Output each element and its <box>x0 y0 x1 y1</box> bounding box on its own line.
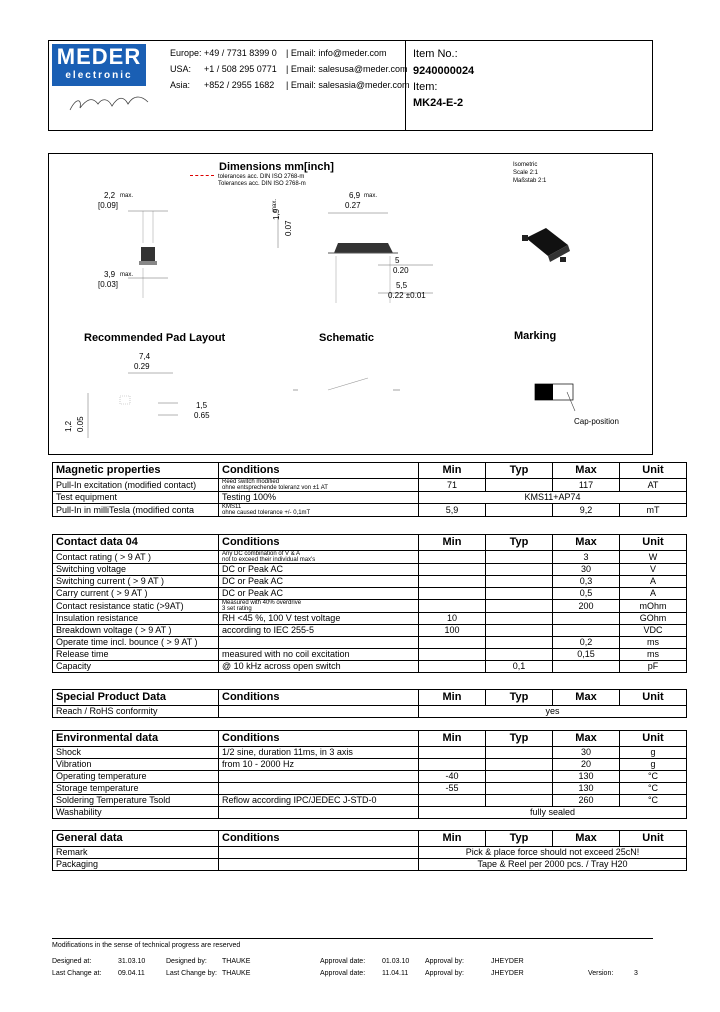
table-cell-p: Reach / RoHS conformity <box>53 706 219 718</box>
header-cell: Max <box>553 463 620 479</box>
table-cell-c: KMS11 ohne caused tolerance +/- 0,1mT <box>219 504 419 517</box>
header-cell: Typ <box>486 731 553 747</box>
table-cell-c: DC or Peak AC <box>219 576 419 588</box>
table-row <box>53 783 687 795</box>
table-cell-unit: g <box>620 747 687 759</box>
table-cell-span: fully sealed <box>419 807 687 819</box>
iso-label-3: Maßstab 2:1 <box>513 178 547 184</box>
approval-date2-label: Approval date: <box>320 970 366 977</box>
table-cell-unit: V <box>620 564 687 576</box>
item-no-value: 9240000024 <box>413 65 475 77</box>
dim-022: 0.22 ±0.01 <box>388 291 426 300</box>
contact-asia-region: Asia: <box>170 80 191 90</box>
table-cell-unit: AT <box>620 479 687 492</box>
table-cell-c: 1/2 sine, duration 11ms, in 3 axis <box>219 747 419 759</box>
dim-22-max: max. <box>120 193 134 199</box>
designed-at-label: Designed at: <box>52 958 92 965</box>
pad-12: 1,2 <box>64 420 73 432</box>
header-cell: Conditions <box>219 831 419 847</box>
magnetic-properties-table <box>52 462 687 517</box>
table-cell-unit: VDC <box>620 625 687 637</box>
table-cell-c <box>219 783 419 795</box>
logo-text: MEDER <box>56 44 142 69</box>
special-product-data-table <box>52 689 687 718</box>
table-header-row <box>53 831 687 847</box>
pad-029: 0.29 <box>134 362 150 371</box>
table-cell-c: Reed switch modified ohne entsprechende toleranz von ±1 AT <box>219 479 419 492</box>
table-cell-p: Contact resistance static (>9AT) <box>53 600 219 613</box>
header-cell: Max <box>553 690 620 706</box>
table-cell-min <box>419 564 486 576</box>
table-cell-min: -55 <box>419 783 486 795</box>
pad-15: 1,5 <box>196 401 208 410</box>
item-no-label: Item No.: <box>413 48 458 60</box>
pad-74: 7,4 <box>139 352 151 361</box>
table-cell-c <box>219 807 419 819</box>
table-cell-p: Insulation resistance <box>53 613 219 625</box>
contact-europe-region: Europe: <box>170 48 202 58</box>
table-cell-max: 117 <box>553 479 620 492</box>
contact-europe-email[interactable]: | Email: info@meder.com <box>286 48 387 58</box>
table-cell-c <box>219 771 419 783</box>
table-cell-min: 71 <box>419 479 486 492</box>
last-change-value: 09.04.11 <box>118 970 145 977</box>
table-cell-span: Tape & Reel per 2000 pcs. / Tray H20 <box>419 859 687 871</box>
dim-19: 1,9 <box>272 208 281 220</box>
designed-by-value: THAUKE <box>222 958 251 965</box>
table-cell-max: 0,5 <box>553 588 620 600</box>
table-cell-p: Operating temperature <box>53 771 219 783</box>
dim-55: 5,5 <box>396 281 408 290</box>
approval-date-value: 01.03.10 <box>382 958 410 965</box>
header-cell: Min <box>419 731 486 747</box>
table-cell-max <box>553 625 620 637</box>
table-cell-p: Shock <box>53 747 219 759</box>
table-header-row <box>53 535 687 551</box>
dim-009: [0.09] <box>98 201 119 210</box>
table-cell-c: from 10 - 2000 Hz <box>219 759 419 771</box>
table-cell-typ <box>486 625 553 637</box>
table-cell-min <box>419 747 486 759</box>
table-cell-min <box>419 795 486 807</box>
table-row <box>53 759 687 771</box>
header-cell: Max <box>553 535 620 551</box>
dim-020: 0.20 <box>393 266 409 275</box>
table-row <box>53 625 687 637</box>
tagline-signature <box>62 90 162 116</box>
table-cell-typ <box>486 637 553 649</box>
table-cell-max: 9,2 <box>553 504 620 517</box>
table-cell-typ <box>486 613 553 625</box>
table-cell-p: Soldering Temperature Tsold <box>53 795 219 807</box>
dim-027: 0.27 <box>345 201 361 210</box>
last-change-by-value: THAUKE <box>222 970 251 977</box>
table-cell-p: Test equipment <box>53 492 219 504</box>
table-header-row <box>53 731 687 747</box>
table-cell-min: 100 <box>419 625 486 637</box>
pad-layout-title: Recommended Pad Layout <box>84 332 226 344</box>
table-cell-unit: A <box>620 588 687 600</box>
table-cell-typ <box>486 564 553 576</box>
header-cell: Min <box>419 831 486 847</box>
footer-note: Modifications in the sense of technical progress are reserved <box>52 942 241 949</box>
table-cell-typ <box>486 747 553 759</box>
table-cell-max: 260 <box>553 795 620 807</box>
table-row <box>53 795 687 807</box>
logo-subtext: electronic <box>65 70 133 81</box>
table-row <box>53 661 687 673</box>
table-row <box>53 706 687 718</box>
table-cell-c <box>219 637 419 649</box>
contact-asia-phone: +852 / 2955 1682 <box>204 80 275 90</box>
table-cell-p: Remark <box>53 847 219 859</box>
table-cell-min <box>419 661 486 673</box>
table-cell-unit: pF <box>620 661 687 673</box>
table-row <box>53 771 687 783</box>
table-cell-max: 20 <box>553 759 620 771</box>
approval-by-label: Approval by: <box>425 958 464 965</box>
table-cell-unit: GOhm <box>620 613 687 625</box>
table-row <box>53 649 687 661</box>
table-row <box>53 807 687 819</box>
table-cell-c <box>219 859 419 871</box>
item-value: MK24-E-2 <box>413 97 464 109</box>
table-cell-min: 10 <box>419 613 486 625</box>
header-cell: Unit <box>620 535 687 551</box>
header-cell: Conditions <box>219 690 419 706</box>
iso-label-2: Scale 2:1 <box>513 170 539 176</box>
dim-22: 2,2 <box>104 191 116 200</box>
table-row <box>53 600 687 613</box>
table-cell-unit: W <box>620 551 687 564</box>
table-cell-min: 5,9 <box>419 504 486 517</box>
table-cell-c <box>219 706 419 718</box>
approval-date2-value: 11.04.11 <box>382 970 409 977</box>
table-cell-typ <box>486 649 553 661</box>
table-cell-unit: ms <box>620 649 687 661</box>
table-row <box>53 588 687 600</box>
approval-date-label: Approval date: <box>320 958 366 965</box>
table-cell-max: 200 <box>553 600 620 613</box>
table-row <box>53 637 687 649</box>
table-header-row <box>53 463 687 479</box>
dimensions-title: Dimensions mm[inch] <box>219 161 334 173</box>
table-cell-max: 30 <box>553 564 620 576</box>
table-cell-p: Operate time incl. bounce ( > 9 AT ) <box>53 637 219 649</box>
dim-39-max: max. <box>120 272 134 278</box>
contact-usa-region: USA: <box>170 64 192 74</box>
header-cell: Typ <box>486 831 553 847</box>
table-cell-max: 30 <box>553 747 620 759</box>
table-cell-c: Testing 100% <box>219 492 419 504</box>
table-cell-unit: °C <box>620 795 687 807</box>
table-cell-p: Washability <box>53 807 219 819</box>
table-cell-typ <box>486 771 553 783</box>
table-cell-p: Carry current ( > 9 AT ) <box>53 588 219 600</box>
pad-065: 0.65 <box>194 411 210 420</box>
header-cell: Max <box>553 831 620 847</box>
table-cell-unit: g <box>620 759 687 771</box>
general-data-table <box>52 830 687 871</box>
dim-007: 0.07 <box>284 220 293 236</box>
last-change-label: Last Change at: <box>52 970 102 977</box>
table-row <box>53 479 687 492</box>
header-cell: Unit <box>620 690 687 706</box>
table-cell-max <box>553 613 620 625</box>
dim-19-max: max. <box>272 198 278 212</box>
table-cell-max <box>553 661 620 673</box>
schematic-title: Schematic <box>319 332 375 344</box>
table-cell-unit: mT <box>620 504 687 517</box>
table-row <box>53 847 687 859</box>
header-cell: Min <box>419 463 486 479</box>
table-cell-c <box>219 847 419 859</box>
table-row <box>53 551 687 564</box>
table-cell-span: Pick & place force should not exceed 25cN! <box>419 847 687 859</box>
table-cell-max: 0,3 <box>553 576 620 588</box>
table-cell-min <box>419 600 486 613</box>
contact-europe-phone: +49 / 7731 8399 0 <box>204 48 277 58</box>
table-cell-p: Switching current ( > 9 AT ) <box>53 576 219 588</box>
table-cell-min <box>419 588 486 600</box>
header-cell: Unit <box>620 731 687 747</box>
table-cell-c: according to IEC 255-5 <box>219 625 419 637</box>
table-row <box>53 747 687 759</box>
table-cell-p: Contact rating ( > 9 AT ) <box>53 551 219 564</box>
header-cell: Conditions <box>219 463 419 479</box>
table-cell-typ <box>486 783 553 795</box>
table-cell-p: Packaging <box>53 859 219 871</box>
header-cell: Magnetic properties <box>53 463 219 479</box>
table-cell-min <box>419 576 486 588</box>
contact-usa-phone: +1 / 508 295 0771 <box>204 64 277 74</box>
table-cell-max: 0,15 <box>553 649 620 661</box>
table-row <box>53 492 687 504</box>
tagline-script <box>62 90 162 116</box>
table-cell-span: yes <box>419 706 687 718</box>
table-cell-c: Measured with 40% overdrive 3 set rating <box>219 600 419 613</box>
table-cell-max: 130 <box>553 783 620 795</box>
dim-69: 6,9 <box>349 191 361 200</box>
dim-5: 5 <box>395 256 400 265</box>
table-cell-min <box>419 637 486 649</box>
table-cell-p: Pull-In excitation (modified contact) <box>53 479 219 492</box>
table-row <box>53 859 687 871</box>
header-cell: Typ <box>486 463 553 479</box>
header-cell: Conditions <box>219 731 419 747</box>
approval-by-value: JHEYDER <box>491 958 524 965</box>
dim-69-max: max. <box>364 193 378 199</box>
table-cell-typ <box>486 588 553 600</box>
table-cell-c: measured with no coil excitation <box>219 649 419 661</box>
table-cell-min <box>419 551 486 564</box>
tolerance-note-1: tolerances acc. DIN ISO 2768-m <box>218 174 305 180</box>
table-cell-unit: °C <box>620 783 687 795</box>
table-cell-p: Pull-In in milliTesla (modified conta <box>53 504 219 517</box>
table-row <box>53 564 687 576</box>
table-cell-p: Switching voltage <box>53 564 219 576</box>
table-cell-p: Release time <box>53 649 219 661</box>
contact-data-table <box>52 534 687 673</box>
header-cell: Contact data 04 <box>53 535 219 551</box>
table-cell-typ <box>486 795 553 807</box>
table-row <box>53 576 687 588</box>
contact-asia-email[interactable]: | Email: salesasia@meder.com <box>286 80 410 90</box>
approval-by2-label: Approval by: <box>425 970 464 977</box>
table-cell-unit: ms <box>620 637 687 649</box>
table-cell-c: DC or Peak AC <box>219 564 419 576</box>
table-cell-max: 130 <box>553 771 620 783</box>
approval-by2-value: JHEYDER <box>491 970 524 977</box>
header-cell: Min <box>419 690 486 706</box>
table-cell-p: Vibration <box>53 759 219 771</box>
environmental-data-table <box>52 730 687 819</box>
cap-position-label: Cap-position <box>574 417 619 426</box>
table-cell-span: KMS11+AP74 <box>419 492 687 504</box>
table-cell-max: 0,2 <box>553 637 620 649</box>
pad-005: 0.05 <box>76 416 85 432</box>
table-row <box>53 504 687 517</box>
header-cell: Special Product Data <box>53 690 219 706</box>
table-cell-typ <box>486 600 553 613</box>
version-label: Version: <box>588 970 614 977</box>
table-cell-p: Capacity <box>53 661 219 673</box>
header-cell: Conditions <box>219 535 419 551</box>
table-header-row <box>53 690 687 706</box>
marking-title: Marking <box>514 330 557 342</box>
contact-usa-email[interactable]: | Email: salesusa@meder.com <box>286 64 408 74</box>
table-cell-typ <box>486 504 553 517</box>
header-cell: Unit <box>620 463 687 479</box>
header-cell: Min <box>419 535 486 551</box>
header-cell: General data <box>53 831 219 847</box>
header-cell: Max <box>553 731 620 747</box>
table-cell-typ <box>486 551 553 564</box>
designed-at-value: 31.03.10 <box>118 958 146 965</box>
footer-rule <box>52 938 653 939</box>
tolerance-note-2: Tolerances acc. DIN ISO 2768-m <box>218 181 306 187</box>
table-cell-unit: A <box>620 576 687 588</box>
item-label: Item: <box>413 81 438 93</box>
table-cell-c: DC or Peak AC <box>219 588 419 600</box>
table-cell-typ <box>486 479 553 492</box>
dim-39: 3,9 <box>104 270 116 279</box>
table-cell-c: Reflow according IPC/JEDEC J-STD-0 <box>219 795 419 807</box>
meder-logo <box>52 44 146 86</box>
table-cell-unit: °C <box>620 771 687 783</box>
header-cell: Typ <box>486 690 553 706</box>
table-cell-p: Breakdown voltage ( > 9 AT ) <box>53 625 219 637</box>
table-cell-max: 3 <box>553 551 620 564</box>
header-cell: Typ <box>486 535 553 551</box>
table-cell-min: -40 <box>419 771 486 783</box>
table-cell-typ <box>486 576 553 588</box>
table-cell-c: RH <45 %, 100 V test voltage <box>219 613 419 625</box>
designed-by-label: Designed by: <box>166 958 207 965</box>
table-cell-p: Storage temperature <box>53 783 219 795</box>
header-cell: Unit <box>620 831 687 847</box>
table-cell-unit: mOhm <box>620 600 687 613</box>
table-cell-min <box>419 649 486 661</box>
table-cell-c: Any DC combination of V & A not to exceed their individual max's <box>219 551 419 564</box>
header-cell: Environmental data <box>53 731 219 747</box>
table-cell-c: @ 10 kHz across open switch <box>219 661 419 673</box>
last-change-by-label: Last Change by: <box>166 970 217 977</box>
table-cell-typ <box>486 759 553 771</box>
dim-003: [0.03] <box>98 280 119 289</box>
table-cell-min <box>419 759 486 771</box>
iso-label-1: Isometric <box>513 162 538 168</box>
version-value: 3 <box>634 970 638 977</box>
table-row <box>53 613 687 625</box>
table-cell-typ: 0,1 <box>486 661 553 673</box>
